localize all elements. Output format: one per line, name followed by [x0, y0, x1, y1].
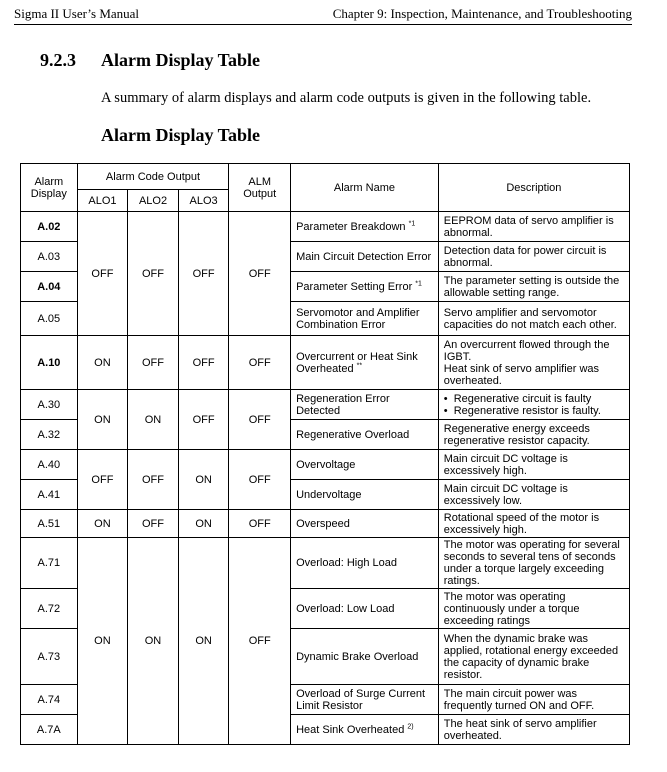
alarm-name: Heat Sink Overheated	[296, 723, 405, 736]
alm-output: OFF	[229, 510, 291, 538]
description-cell	[438, 629, 629, 685]
alarm-name-cell	[291, 480, 439, 510]
table-row	[21, 510, 630, 538]
chapter-title: Chapter 9: Inspection, Maintenance, and Troubleshooting	[332, 6, 632, 21]
alm-output: OFF	[229, 336, 291, 390]
alarm-name-cell	[291, 589, 439, 629]
description-cell	[438, 302, 629, 336]
description-cell	[438, 480, 629, 510]
alo3-output: OFF	[178, 212, 229, 336]
alarm-display-code: A.51	[21, 510, 78, 538]
alo3-output: OFF	[178, 336, 229, 390]
description-text: Detection data for power circuit is abnormal.	[443, 244, 607, 269]
alarm-display-code: A.40	[21, 450, 78, 480]
footnote-marker: *1	[408, 219, 416, 227]
alarm-name-cell	[291, 510, 439, 538]
alo3-output: OFF	[178, 390, 229, 450]
alo3-output: ON	[178, 450, 229, 510]
alarm-display-table	[20, 163, 630, 745]
alarm-display-code: A.7A	[21, 715, 78, 745]
description-cell	[438, 212, 629, 242]
alo1-output: ON	[77, 538, 128, 745]
alarm-name-cell	[291, 390, 439, 420]
bullet-text: Regenerative resistor is faulty.	[453, 404, 601, 417]
table-row	[21, 336, 630, 390]
alarm-name-cell	[291, 685, 439, 715]
description-cell	[438, 242, 629, 272]
description-bullet: • Regenerative circuit is faulty	[443, 392, 592, 405]
alarm-name-cell	[291, 420, 439, 450]
alo3-output: ON	[178, 510, 229, 538]
alarm-display-code: A.03	[21, 242, 78, 272]
alo1-output: ON	[77, 510, 128, 538]
manual-title: Sigma II User’s Manual	[14, 6, 140, 21]
alarm-display-code: A.74	[21, 685, 78, 715]
alarm-name: Main Circuit Detection Error	[296, 250, 432, 263]
alarm-display-code: A.72	[21, 589, 78, 629]
alarm-display-code: A.41	[21, 480, 78, 510]
header-alarm-code-output: Alarm Code Output	[77, 164, 229, 190]
alo1-output: OFF	[77, 450, 128, 510]
alo2-output: OFF	[128, 336, 179, 390]
alarm-table-body	[21, 212, 630, 745]
description-text: EEPROM data of servo amplifier is abnormal.	[443, 214, 614, 239]
header-description: Description	[438, 164, 629, 212]
alarm-name: Overload of Surge Current Limit Resistor	[296, 687, 426, 712]
alm-output: OFF	[229, 450, 291, 510]
alarm-name: Parameter Breakdown	[296, 220, 406, 233]
description-text: The main circuit power was frequently turned ON and OFF.	[443, 687, 595, 712]
alarm-display-code: A.73	[21, 629, 78, 685]
alarm-name: Undervoltage	[296, 488, 362, 501]
alarm-name-cell	[291, 302, 439, 336]
alarm-name-cell	[291, 212, 439, 242]
section-title: Alarm Display Table	[101, 50, 261, 70]
footnote-marker: 2)	[407, 722, 414, 730]
header-alo3: ALO3	[178, 190, 229, 212]
description-text: The heat sink of servo amplifier overheated.	[443, 717, 597, 742]
alarm-display-code: A.32	[21, 420, 78, 450]
description-bullet: • Regenerative resistor is faulty.	[443, 404, 601, 417]
section-number: 9.2.3	[40, 50, 76, 70]
alarm-name: Parameter Setting Error	[296, 280, 413, 293]
description-text: Rotational speed of the motor is excessively high.	[443, 511, 600, 536]
header-alo2: ALO2	[128, 190, 179, 212]
header-alarm-display: Alarm Display	[21, 164, 78, 212]
alarm-name-cell	[291, 715, 439, 745]
description-cell	[438, 685, 629, 715]
footnote-marker: **	[356, 361, 363, 369]
description-cell	[438, 450, 629, 480]
footnote-marker: *1	[415, 279, 422, 287]
table-row	[21, 212, 630, 242]
description-text: The parameter setting is outside the allowable setting range.	[443, 274, 620, 299]
table-row	[21, 538, 630, 589]
description-cell	[438, 420, 629, 450]
alarm-name: Regenerative Overload	[296, 428, 410, 441]
description-cell	[438, 272, 629, 302]
description-text: Regenerative energy exceeds regenerative resistor capacity.	[443, 422, 590, 447]
alarm-name: Overspeed	[296, 517, 350, 530]
alarm-name-cell	[291, 629, 439, 685]
description-cell	[438, 538, 629, 589]
description-text: Main circuit DC voltage is excessively low.	[443, 482, 568, 507]
alarm-display-code: A.71	[21, 538, 78, 589]
alarm-display-code: A.10	[21, 336, 78, 390]
alarm-name-cell	[291, 538, 439, 589]
description-text: Servo amplifier and servomotor capacities do not match each other.	[443, 306, 617, 331]
alarm-name: Overvoltage	[296, 458, 356, 471]
intro-paragraph: A summary of alarm displays and alarm code outputs is given in the following table.	[101, 90, 592, 106]
alarm-name-cell	[291, 272, 439, 302]
alo3-output: ON	[178, 538, 229, 745]
alarm-name: Regeneration Error Detected	[296, 392, 390, 417]
description-text: The motor was operating for several seconds to several tens of seconds under a torque largely exceeding ratings.	[443, 539, 620, 587]
alo2-output: ON	[128, 390, 179, 450]
description-text: Main circuit DC voltage is excessively high.	[443, 452, 568, 477]
alarm-display-code: A.30	[21, 390, 78, 420]
description-text-2: Heat sink of servo amplifier was overheated.	[443, 362, 600, 387]
table-row	[21, 390, 630, 420]
bullet-text: Regenerative circuit is faulty	[453, 392, 592, 405]
table-row	[21, 450, 630, 480]
page-header	[14, 5, 632, 25]
alarm-name: Servomotor and Amplifier Combination Error	[296, 306, 420, 331]
alarm-name: Overload: Low Load	[296, 602, 395, 615]
table-title: Alarm Display Table	[101, 125, 261, 145]
alarm-display-code: A.05	[21, 302, 78, 336]
description-cell	[438, 589, 629, 629]
alo2-output: OFF	[128, 450, 179, 510]
alm-output: OFF	[229, 390, 291, 450]
alarm-name: Overload: High Load	[296, 557, 397, 569]
alarm-display-code: A.04	[21, 272, 78, 302]
header-alm-output: ALM Output	[229, 164, 291, 212]
alarm-name-cell	[291, 242, 439, 272]
description-text: An overcurrent flowed through the IGBT.	[443, 338, 610, 363]
alo2-output: OFF	[128, 212, 179, 336]
alo2-output: ON	[128, 538, 179, 745]
description-text: When the dynamic brake was applied, rotational energy exceeded the capacity of dynamic brake resistor.	[443, 632, 619, 681]
alarm-name: Dynamic Brake Overload	[296, 650, 419, 663]
alo1-output: ON	[77, 390, 128, 450]
alm-output: OFF	[229, 538, 291, 745]
alm-output: OFF	[229, 212, 291, 336]
alarm-name: Overcurrent or Heat Sink Overheated	[296, 350, 418, 375]
description-text: The motor was operating continuously under a torque exceeding ratings	[443, 590, 580, 627]
description-cell	[438, 336, 629, 390]
description-cell	[438, 510, 629, 538]
alo2-output: OFF	[128, 510, 179, 538]
alarm-name-cell	[291, 336, 439, 390]
header-alarm-name: Alarm Name	[291, 164, 439, 212]
alo1-output: ON	[77, 336, 128, 390]
description-cell	[438, 715, 629, 745]
alarm-display-code: A.02	[21, 212, 78, 242]
section-heading	[40, 50, 260, 71]
header-alo1: ALO1	[77, 190, 128, 212]
description-cell	[438, 390, 629, 420]
alarm-name-cell	[291, 450, 439, 480]
alo1-output: OFF	[77, 212, 128, 336]
